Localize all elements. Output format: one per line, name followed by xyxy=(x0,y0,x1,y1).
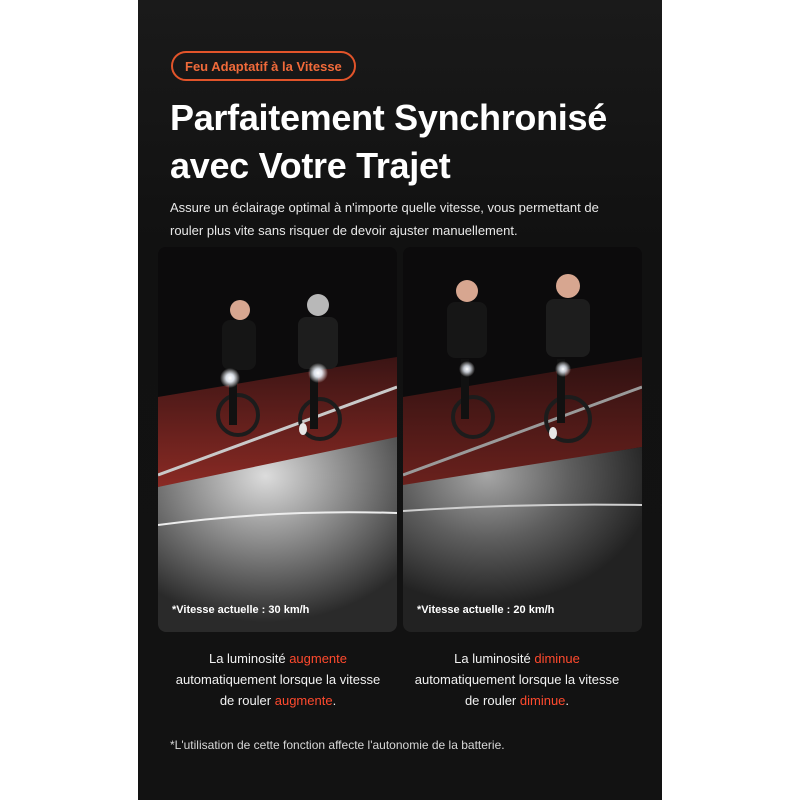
caption-line-1 xyxy=(392,648,642,669)
current-speed-label: *Vitesse actuelle : 30 km/h xyxy=(172,604,310,616)
title-line-1: Parfaitement Synchronisé xyxy=(170,97,607,138)
page-title xyxy=(170,94,640,190)
subtitle-line-1: Assure un éclairage optimal à n'importe quelle vitesse, vous permettant de xyxy=(170,200,599,215)
caption-line-2: automatiquement lorsque la vitesse xyxy=(175,672,381,687)
caption-text: La luminosité xyxy=(208,651,290,666)
caption-brightness-decrease xyxy=(392,648,642,711)
caption-line-1 xyxy=(153,648,403,669)
caption-brightness-increase xyxy=(153,648,403,711)
current-speed-label: *Vitesse actuelle : 20 km/h xyxy=(417,604,555,616)
battery-footnote: *L'utilisation de cette fonction affecte l'autonomie de la batterie. xyxy=(170,738,505,752)
night-cyclists-bright-illustration xyxy=(158,247,397,632)
subtitle xyxy=(170,196,640,242)
caption-text: . xyxy=(565,693,570,708)
caption-text: . xyxy=(332,693,337,708)
caption-highlight: augmente xyxy=(289,651,348,666)
caption-text: de rouler xyxy=(219,693,275,708)
caption-highlight: diminue xyxy=(519,693,566,708)
comparison-photo-low-speed xyxy=(403,247,642,632)
caption-line-2: automatiquement lorsque la vitesse xyxy=(414,672,620,687)
subtitle-line-2: rouler plus vite sans risquer de devoir ajuster manuellement. xyxy=(170,223,518,238)
comparison-photo-high-speed xyxy=(158,247,397,632)
caption-highlight: diminue xyxy=(534,651,580,666)
feature-badge-label: Feu Adaptatif à la Vitesse xyxy=(185,58,342,74)
feature-badge xyxy=(171,51,356,81)
caption-line-3 xyxy=(392,690,642,711)
caption-line-3 xyxy=(153,690,403,711)
title-line-2: avec Votre Trajet xyxy=(170,145,451,186)
caption-text: La luminosité xyxy=(454,651,535,666)
night-cyclists-dim-illustration xyxy=(403,247,642,632)
caption-text: de rouler xyxy=(464,693,520,708)
caption-highlight: augmente xyxy=(274,693,333,708)
